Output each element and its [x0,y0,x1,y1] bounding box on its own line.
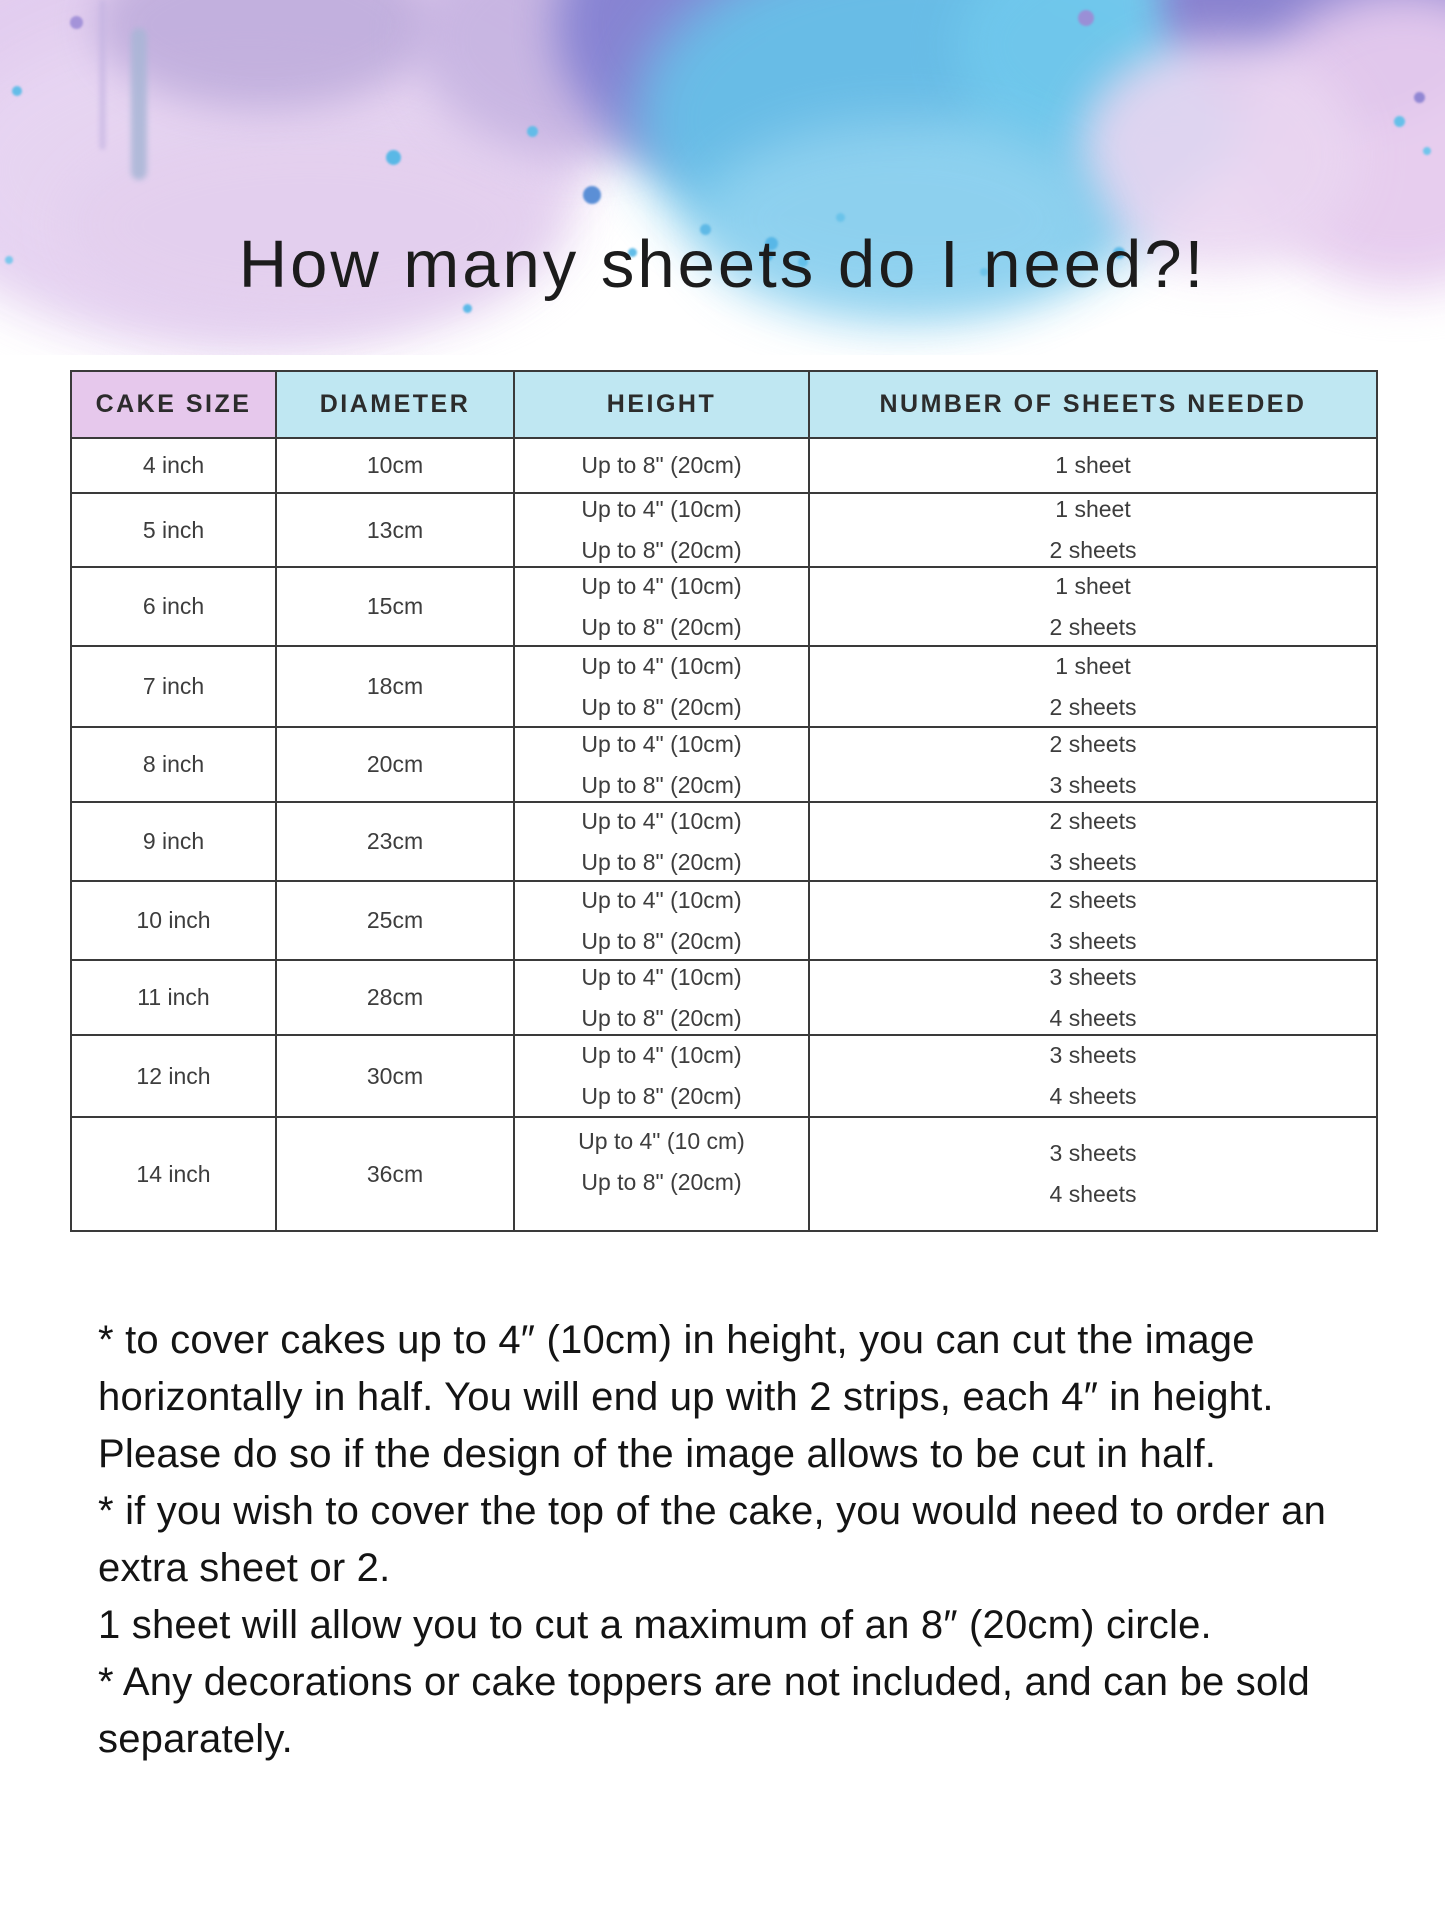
watercolor-dot [463,304,472,313]
watercolor-dot [1423,147,1431,155]
sheets-line: 1 sheet [1055,496,1131,522]
sheets-line: 2 sheets [1049,886,1137,913]
sheets-line: 3 sheets [1049,927,1137,954]
height-cell [514,493,809,567]
col-header-diameter: DIAMETER [276,371,514,438]
watercolor-drip [131,28,147,180]
cake-size-cell: 12 inch [71,1035,276,1117]
footnote-line: horizontally in half. You will end up with 2 strips, each 4″ in height. [98,1375,1274,1419]
sheets-cell [809,493,1377,567]
height-cell [514,727,809,802]
sheets-line: 1 sheet [1055,572,1131,599]
height-line: Up to 4" (10cm) [581,963,742,990]
col-header-sheets: NUMBER OF SHEETS NEEDED [809,371,1377,438]
sheets-line: 4 sheets [1049,1004,1137,1031]
sheets-line: 2 sheets [1049,613,1137,640]
height-line: Up to 4" (10cm) [581,496,742,522]
height-line: Up to 8" (20cm) [581,771,742,798]
sheets-line: 2 sheets [1049,730,1137,757]
height-cell [514,646,809,727]
height-cell [514,567,809,646]
sheets-line: 2 sheets [1049,537,1137,563]
cake-size-cell: 7 inch [71,646,276,727]
diameter-cell: 28cm [276,960,514,1035]
cake-size-cell: 10 inch [71,881,276,960]
height-line: Up to 4" (10cm) [581,886,742,913]
height-line: Up to 8" (20cm) [581,1169,742,1195]
footnote-line: * Any decorations or cake toppers are not included, and can be sold [98,1660,1310,1704]
sheets-cell [809,1035,1377,1117]
sheets-table [70,370,1378,1232]
watercolor-dot [583,186,601,204]
watercolor-dot [70,16,83,29]
height-cell [514,1117,809,1231]
footnote-line: Please do so if the design of the image allows to be cut in half. [98,1432,1217,1476]
diameter-cell: 10cm [276,438,514,493]
table-row [71,727,1377,802]
col-header-height: HEIGHT [514,371,809,438]
sheets-cell [809,802,1377,881]
col-header-cake-size: CAKE SIZE [71,371,276,438]
table-row [71,1117,1377,1231]
sheets-line: 4 sheets [1049,1181,1137,1207]
watercolor-dot [12,86,22,96]
table-row [71,646,1377,727]
footnotes [98,1312,1388,1768]
height-line: Up to 4" (10 cm) [578,1128,745,1154]
watercolor-dot [1414,92,1425,103]
height-line: Up to 8" (20cm) [581,693,742,720]
footnote-line: * if you wish to cover the top of the cake, you would need to order an [98,1489,1327,1533]
diameter-cell: 36cm [276,1117,514,1231]
footnote-line: * to cover cakes up to 4″ (10cm) in height, you can cut the image [98,1318,1255,1362]
page-title: How many sheets do I need?! [238,227,1207,302]
watercolor-dot [527,126,538,137]
sheets-line: 3 sheets [1049,771,1137,798]
cake-size-cell: 6 inch [71,567,276,646]
height-cell [514,881,809,960]
diameter-cell: 15cm [276,567,514,646]
table-row [71,438,1377,493]
sheets-cell [809,881,1377,960]
watercolor-drip [99,0,106,150]
watercolor-dot [386,150,401,165]
height-line: Up to 4" (10cm) [581,652,742,679]
watercolor-dot [1394,116,1405,127]
sheets-line: 3 sheets [1049,963,1137,990]
watercolor-dot [1078,10,1094,26]
sheets-cell [809,727,1377,802]
diameter-cell: 25cm [276,881,514,960]
cake-size-cell: 14 inch [71,1117,276,1231]
height-line: Up to 8" (20cm) [581,927,742,954]
sheets-cell [809,960,1377,1035]
height-line: Up to 8" (20cm) [581,848,742,875]
diameter-cell: 20cm [276,727,514,802]
height-line: Up to 4" (10cm) [581,807,742,834]
watercolor-dot [836,213,845,222]
sheets-cell [809,1117,1377,1231]
table-row [71,960,1377,1035]
height-cell: Up to 8" (20cm) [514,438,809,493]
cake-size-cell: 5 inch [71,493,276,567]
footnote-line: separately. [98,1717,293,1761]
table-row [71,881,1377,960]
footnote-line: extra sheet or 2. [98,1546,391,1590]
height-cell [514,1035,809,1117]
cake-size-cell: 8 inch [71,727,276,802]
height-cell [514,960,809,1035]
height-line: Up to 8" (20cm) [581,537,742,563]
footnote-line: 1 sheet will allow you to cut a maximum of an 8″ (20cm) circle. [98,1603,1212,1647]
diameter-cell: 30cm [276,1035,514,1117]
height-line: Up to 4" (10cm) [581,1042,742,1068]
sheets-line: 3 sheets [1049,1140,1137,1166]
cake-size-cell: 4 inch [71,438,276,493]
height-cell [514,802,809,881]
cake-size-cell: 9 inch [71,802,276,881]
cake-size-cell: 11 inch [71,960,276,1035]
height-line: Up to 8" (20cm) [581,1004,742,1031]
sheets-cell [809,567,1377,646]
diameter-cell: 13cm [276,493,514,567]
height-line: Up to 4" (10cm) [581,572,742,599]
sheets-line: 3 sheets [1049,1042,1137,1068]
sheets-line: 4 sheets [1049,1083,1137,1109]
sheets-line: 2 sheets [1049,693,1137,720]
sheets-line: 1 sheet [1055,652,1131,679]
sheets-cell [809,646,1377,727]
table-row [71,1035,1377,1117]
table-header-row [71,371,1377,438]
height-line: Up to 4" (10cm) [581,730,742,757]
table-row [71,493,1377,567]
sheets-cell: 1 sheet [809,438,1377,493]
diameter-cell: 18cm [276,646,514,727]
sheets-line: 2 sheets [1049,807,1137,834]
table-row [71,567,1377,646]
sheets-line: 3 sheets [1049,848,1137,875]
height-line: Up to 8" (20cm) [581,613,742,640]
diameter-cell: 23cm [276,802,514,881]
table-row [71,802,1377,881]
height-line: Up to 8" (20cm) [581,1083,742,1109]
